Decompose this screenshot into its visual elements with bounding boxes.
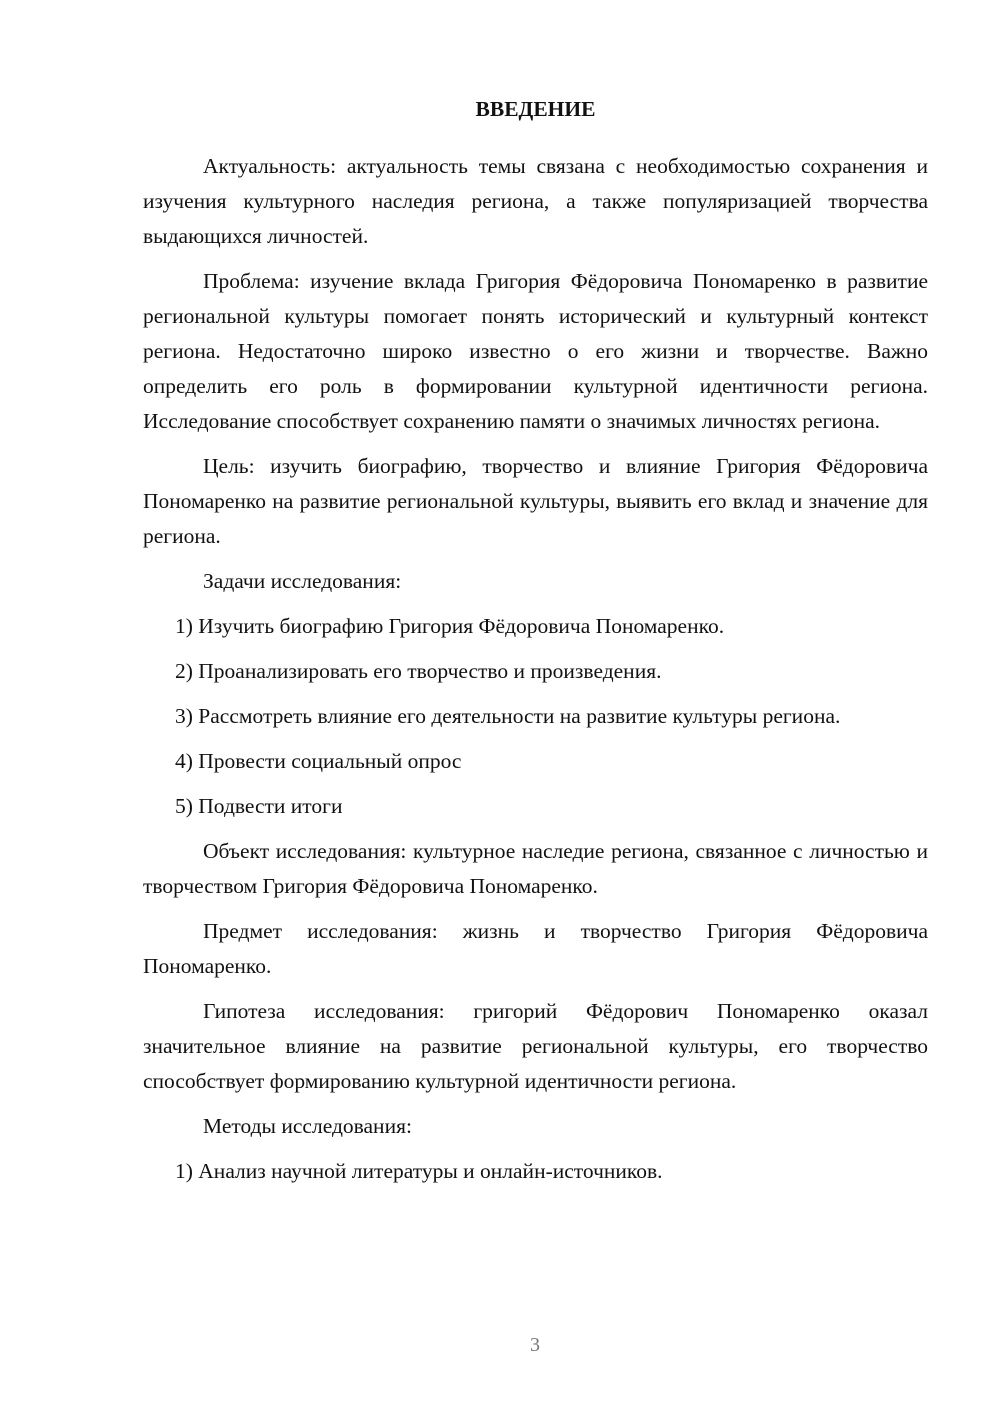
list-item-task-3: 3) Рассмотреть влияние его деятельности на развитие культуры региона. <box>175 704 841 728</box>
paragraph-methods-heading: Методы исследования: <box>203 1114 412 1138</box>
paragraph-relevance: Актуальность: актуальность темы связана с необходимостью сохранения и изучения культурного наследия региона, а также популяризацией творчества выдающихся личностей. <box>143 154 928 248</box>
list-item-method-1: 1) Анализ научной литературы и онлайн-источников. <box>175 1159 663 1183</box>
paragraph-object: Объект исследования: культурное наследие региона, связанное с личностью и творчеством Григория Фёдоровича Пономаренко. <box>143 839 928 898</box>
paragraph-goal: Цель: изучить биографию, творчество и влияние Григория Фёдоровича Пономаренко на развитие региональной культуры, выявить его вклад и значение для региона. <box>143 454 928 548</box>
paragraph-problem: Проблема: изучение вклада Григория Фёдоровича Пономаренко в развитие региональной культуры помогает понять исторический и культурный контекст региона. Недостаточно широко известно о его жизни и творчестве. Важно определить его роль в формировании культурной идентичности региона. Исследование способствует сохранению памяти о значимых личностях региона. <box>143 269 928 433</box>
list-item-task-4: 4) Провести социальный опрос <box>175 749 462 773</box>
list-item-task-1: 1) Изучить биографию Григория Фёдоровича Пономаренко. <box>175 614 725 638</box>
paragraph-subject: Предмет исследования: жизнь и творчество Григория Фёдоровича Пономаренко. <box>143 919 928 978</box>
document-page <box>143 92 928 1199</box>
page-number: 3 <box>530 1334 540 1356</box>
list-item-task-2: 2) Проанализировать его творчество и произведения. <box>175 659 662 683</box>
section-title: ВВЕДЕНИЕ <box>475 97 596 121</box>
paragraph-tasks-heading: Задачи исследования: <box>203 569 402 593</box>
list-item-task-5: 5) Подвести итоги <box>175 794 343 818</box>
paragraph-hypothesis: Гипотеза исследования: григорий Фёдорович Пономаренко оказал значительное влияние на развитие региональной культуры, его творчество способствует формированию культурной идентичности региона. <box>143 999 928 1093</box>
